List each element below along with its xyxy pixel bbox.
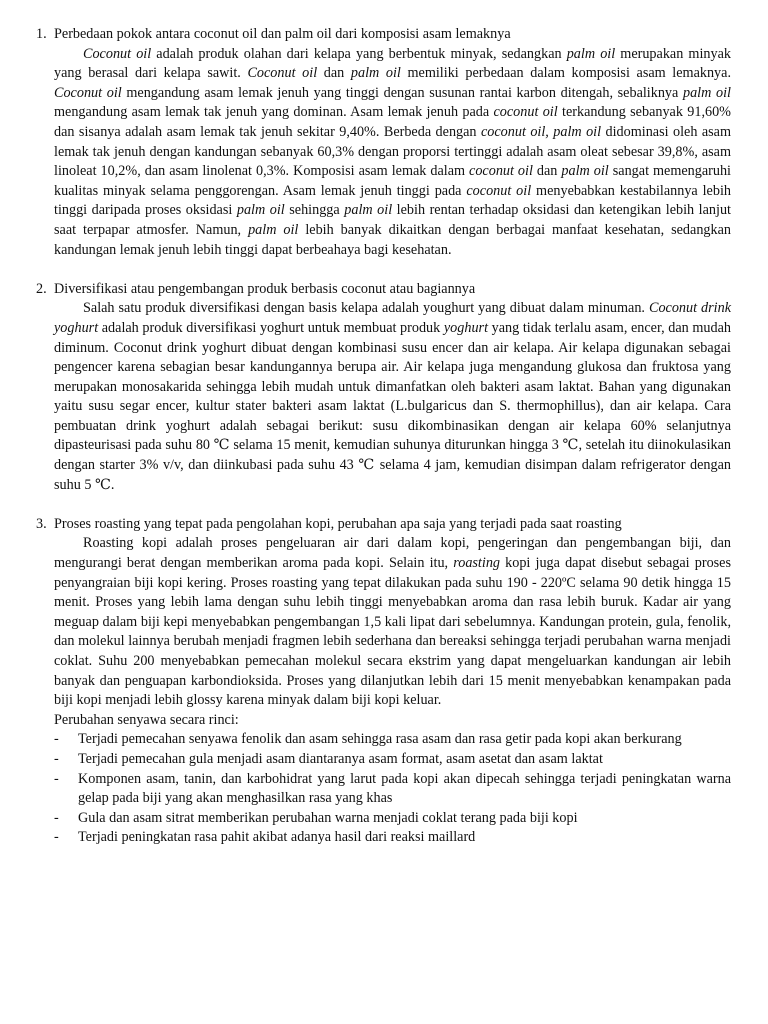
italic-term: palm oil	[561, 163, 609, 180]
list-item	[54, 809, 731, 829]
italic-term: Coconut oil	[247, 65, 318, 82]
section-paragraph	[54, 45, 731, 261]
section-paragraph	[54, 534, 731, 710]
bullet-list	[54, 730, 731, 848]
text-run: lebih rentan terhadap oksidasi dan ketengikan lebih lanjut saat terpapar atmosfer. Namun,	[54, 202, 731, 238]
section-heading: Perbedaan pokok antara coconut oil dan palm oil dari komposisi asam lemaknya	[54, 26, 511, 42]
text-run: kopi juga dapat disebut sebagai proses penyangraian biji kopi kering. Proses roasting yang tepat dilakukan pada suhu 190 - 220ºC selama 90 detik hingga 15 menit. Proses yang lebih lama dengan suhu lebih tinggi menyebabkan aroma dan rasa lebih buruk. Kadar air yang meguap dalam biji kepi menyebabkan pengembangan 1,5 kali lipat dari sebelumnya. Kandungan protein, gula, fenolik, dan molekul lainnya berubah menjadi fragmen lebih sederhana dan bereaksi sehingga terjadi perubahan warna menjadi coklat. Suhu 200 menyebabkan pemecahan molekul secara ekstrim yang dapat mengeluarkan kandungan air lebih banyak dan penguapan karbondioksida. Proses yang dilanjutkan lebih dari 15 menit menyebabkan kenampakan pada biji kopi menjadi lebih glossy karena minyak dalam biji kopi keluar.	[54, 555, 731, 709]
text-run: sehingga	[284, 202, 345, 219]
italic-term: palm oil	[236, 202, 285, 219]
italic-term: palm oil	[566, 45, 616, 62]
section-subheading: Perubahan senyawa secara rinci:	[54, 711, 239, 728]
text-run: adalah produk diversifikasi yoghurt untuk membuat produk	[98, 319, 444, 336]
list-item-text: Komponen asam, tanin, dan karbohidrat yang larut pada kopi akan dipecah sehingga terjadi peningkatan warna gelap pada biji yang akan menghasilkan rasa yang khas	[78, 770, 731, 807]
list-item-text: Terjadi peningkatan rasa pahit akibat adanya hasil dari reaksi maillard	[78, 829, 476, 846]
section-2	[36, 280, 731, 496]
section-number: 1.	[36, 26, 47, 42]
list-item	[54, 750, 731, 770]
text-run: lebih banyak dikaitkan dengan berbagai manfaat kesehatan, sedangkan kandungan lemak jenuh lebih tinggi dapat berbeahaya bagi kesehatan.	[54, 221, 731, 258]
bullet-dash: -	[54, 770, 59, 787]
italic-term: Coconut oil	[54, 84, 122, 101]
italic-term: Coconut drink yoghurt	[54, 300, 731, 336]
italic-term: coconut oil	[493, 104, 558, 121]
section-1	[36, 25, 731, 260]
text-run: mengandung asam lemak tak jenuh yang dominan. Asam lemak jenuh pada	[54, 104, 494, 121]
italic-term: roasting	[453, 555, 501, 572]
italic-term: palm oil	[682, 84, 731, 101]
bullet-dash: -	[54, 731, 59, 748]
section-3	[36, 515, 731, 848]
bullet-dash: -	[54, 829, 59, 846]
bullet-dash: -	[54, 750, 59, 767]
section-number: 2.	[36, 280, 47, 297]
italic-term: palm oil	[248, 221, 299, 238]
list-item-text: Gula dan asam sitrat memberikan perubahan warna menjadi coklat terang pada biji kopi	[78, 809, 578, 826]
italic-term: coconut oil	[466, 182, 532, 199]
italic-term: palm oil	[350, 65, 401, 82]
text-run: merupakan minyak yang berasal dari kelapa sawit.	[54, 45, 731, 82]
list-item	[54, 730, 731, 750]
text-run: dan	[532, 163, 562, 180]
italic-term: palm oil	[344, 202, 393, 219]
list-item	[54, 828, 731, 848]
section-heading: Diversifikasi atau pengembangan produk berbasis coconut atau bagiannya	[54, 280, 476, 297]
section-heading: Proses roasting yang tepat pada pengolahan kopi, perubahan apa saja yang terjadi pada saat roasting	[54, 515, 622, 532]
italic-term: coconut oil	[469, 163, 533, 180]
text-run: sangat memengaruhi kualitas minyak selama penggorengan. Asam lemak jenuh tinggi pada	[54, 163, 732, 199]
text-run: adalah produk olahan dari kelapa yang berbentuk minyak, sedangkan	[151, 45, 567, 62]
text-run: Salah satu produk diversifikasi dengan basis kelapa adalah youghurt yang dibuat dalam minuman.	[83, 300, 649, 317]
bullet-dash: -	[54, 809, 59, 826]
text-run: menyebabkan kestabilannya lebih tinggi daripada proses oksidasi	[54, 182, 731, 219]
list-item-text: Terjadi pemecahan gula menjadi asam diantaranya asam format, asam asetat dan asam laktat	[78, 750, 603, 767]
text-run: memiliki perbedaan dalam komposisi asam lemaknya.	[400, 65, 731, 82]
section-paragraph	[54, 299, 731, 495]
text-run: didominasi oleh asam lemak tak jenuh dengan kandungan sebanyak 60,3% dengan proporsi tertinggi adalah asam oleat sebesar 39,8%, asam linoleat 10,2%, dan asam linolenat 0,3%. Komposisi asam lemak dalam	[54, 123, 731, 180]
list-item-text: Terjadi pemecahan senyawa fenolik dan asam sehingga rasa asam dan rasa getir pada kopi akan berkurang	[78, 731, 682, 748]
text-run: dan	[317, 65, 351, 82]
text-run: terkandung sebanyak 91,60% dan sisanya adalah asam lemak tak jenuh sekitar 9,40%. Berbeda dengan	[54, 104, 732, 140]
italic-term: coconut oil, palm oil	[480, 123, 602, 140]
section-number: 3.	[36, 515, 47, 532]
text-run: mengandung asam lemak jenuh yang tinggi dengan susunan rantai karbon ditengah, sebaliknya	[121, 84, 683, 101]
italic-term: Coconut oil	[83, 45, 152, 62]
italic-term: yoghurt	[443, 319, 489, 336]
text-run: Roasting kopi adalah proses pengeluaran air dari dalam kopi, pengeringan dan pengembangan biji, dan mengurangi berat dengan memberikan aroma pada kopi. Selain itu,	[54, 535, 731, 572]
list-item	[54, 770, 731, 809]
text-run: yang tidak terlalu asam, encer, dan mudah diminum. Coconut drink yoghurt dibuat dengan kombinasi susu encer dan air kelapa. Air kelapa digunakan sebagai pengencer karena sebagian besar kandungannya berupa air. Air kelapa juga mengandung glukosa dan fruktosa yang merupakan monosakarida sehingga lebih mudah untuk dimanfatkan oleh bakteri asam laktat. Bahan yang digunakan yaitu susu segar encer, kultur stater bakteri asam laktat (L.bulgaricus dan S. thermophillus), dan air kelapa. Cara pembuatan drink yoghurt adalah sebagai berikut: susu dikombinasikan dengan air kelapa 60% selanjutnya dipasteurisasi pada suhu 80 ℃ selama 15 menit, kemudian suhunya diturunkan hingga 3 ℃, setelah itu diinokulasikan dengan starter 3% v/v, dan diinkubasi pada suhu 43 ℃ selama 4 jam, kemudian disimpan dalam refrigerator dengan suhu 5 ℃.	[54, 319, 732, 493]
